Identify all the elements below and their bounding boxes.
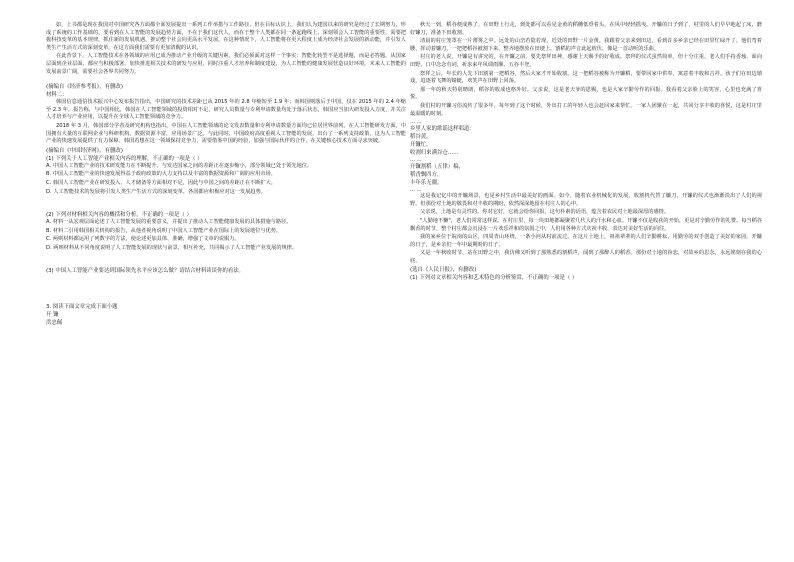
article-paragraph: 这是我记忆中的开镰场景，也是乡村生活中最美好的画面。如今，随着农业机械化的发展，收割机代替了镰刀，开镰的仪式也渐渐淡出了人们的视野。但那份对土地的敬畏和对丰收的期盼，依然深深地留在村庄人的心中。 [410, 193, 762, 207]
source-citation: (摘编自《中国经济网》，有删改) [46, 147, 123, 154]
poem-intro: 乡里人家的歌谣这样唱道： [410, 126, 475, 133]
source-citation: (选自《人民日报》，有删改) [410, 267, 477, 274]
article-paragraph: 村庄的老人说，开镰是有讲究的。在开镰之前，要先祭拜田神，感谢上天赐予的好收成。祭拜的仪式虽然简单，但十分庄重。老人们手持香烛，面向田野，口中念念有词，祈求来年风调雨顺、五谷丰登。 [410, 54, 762, 68]
question-option: B. 材料二引用韩国相关机构的报告，从他者视角说明了中国人工智能产业在国际上的发展地位与优势。 [46, 227, 282, 234]
poem-line: 收割归来满谷仓…… [410, 150, 459, 157]
article-paragraph: 父亲说，土地是有灵性的。你对它好，它就会给你回报。这句朴素的话语，蕴含着农民对土地最深厚的感情。 [420, 209, 670, 216]
question-stem: (2) 下列对材料相关内容的概括和分析，不正确的一项是（ ） [46, 212, 192, 219]
article-paragraph: 秋天一到，稻谷便成熟了。在田野上行走，到处都可以看见金黄的稻穗低垂着头，在风中轻轻摇曳。开镰的日子到了，村里的人们早早地起了床，磨好镰刀，准备下田收割。 [410, 22, 762, 36]
poem-line: 稻谷黄， [410, 134, 432, 141]
source-citation: (摘编自《经济参考报》，有删改) [46, 84, 123, 91]
section-heading: 3. 阅读下面文章完成下面小题 [46, 304, 118, 311]
question-option: A. 材料一从宏观层面论述了人工智能发展的重要意义，并提出了推动人工智能健康发展的具体措施与路径。 [46, 219, 292, 226]
ellipsis: …… [410, 119, 423, 126]
poem-line: 开镰忙， [410, 142, 432, 149]
article-paragraph: 我的家乡位于皖南的山区，四周青山环绕，一条小河从村前流过。在这片土地上，祖祖辈辈的人们辛勤耕耘，用勤劳的双手创造了美好的家园。开镰的日子，是乡亲们一年中最期盼的日子。 [410, 234, 762, 248]
right-column [410, 22, 762, 282]
question-stem: (3) 中国人工智能产业要达到国际领先水平应该怎么做？请结合材料谈谈你的看法。 [46, 268, 245, 275]
question-option: D. 两则材料从不同角度说明了人工智能发展的现状与前景，相互补充，共同揭示了人工智能产业发展的规律。 [46, 244, 298, 251]
question-option: A. 中国人工智能产业的技术研发能力在不断提升，与发达国家之间的差距正在逐步缩小，部分领域已处于领先地位。 [46, 162, 313, 169]
article-paragraph: 清晨的村庄笼罩在一片薄雾之中。远处的山峦若隐若现，近处的田野一片金黄。我跟着父亲来到田边，看到许多乡亲已经在田里忙碌开了。他们弯着腰，挥动着镰刀，一把把稻谷被割下来，整齐地摆放在田埂上。割稻的声音此起彼伏，像是一首动听的乐曲。 [410, 38, 762, 52]
poem-line: 稻香飘四方， [410, 172, 443, 179]
article-paragraph: 祭拜之后，年长的人先下田割第一把稻谷，然后大家才开始收割。这一把稻谷被称为开镰稻，要带回家中供奉，寓意着丰收和吉祥。孩子们在田边嬉戏，追逐着飞舞的蜻蜓，欢笑声在田野上回荡。 [410, 70, 762, 85]
question-stem: (1) 下列对文章相关内容和艺术特色的分析鉴赏，不正确的一项是（ ） [410, 275, 578, 282]
article-author: 洪忠佩 [46, 320, 63, 327]
question-stem: (1) 下列关于人工智能产业相关内容的理解，不正确的一项是（ ） [46, 155, 203, 162]
article-paragraph: "人勤地不懒"，老人们常常这样说。在村庄里，每一块田地都凝聚着几代人的汗水和心血。开镰不仅是收获的开始，更是对辛勤劳作的礼赞。每当稻谷飘香的时节，整个村庄都会沉浸在一片欢乐祥和的氛围之中，人们用各种方式庆祝丰收，表达对美好生活的向往。 [410, 217, 762, 232]
ellipsis: …… [410, 187, 423, 194]
passage-paragraph: 在此背景下，人工智能技术在各领域的应用已成为推动产业升级的关键因素。我们必须面对这样一个事实：智能化转型不是选择题，而是必答题。从国家层面到企业层面，都应当积极部署，加快推进相关技术的研发与应用，同时注重人才培养和制度建设，为人工智能的健康发展营造良好环境。未来人工智能的发展前景广阔，需要社会各界共同努力。 [46, 53, 406, 75]
question-option: C. 两则材料都运用了列数字的方法，使论述更加具体、准确，增强了文章的说服力。 [46, 236, 240, 243]
poem-line: 开镰割稻（五律）稿， [410, 164, 464, 171]
ellipsis: …… [410, 157, 423, 164]
article-paragraph: 我们村的开镰习俗流传了很多年。每年到了这个时候，外出打工的年轻人也会赶回家来帮忙。一家人团聚在一起，共同分享丰收的喜悦，这是村庄里最温暖的时刻。 [410, 102, 762, 117]
passage-paragraph: 如，上书都是现在我国对中国研究各方面都全面发展提出一系列工作举措与工作路径。但在目标认识上，我们认为建国以来的研究是经过了长期努力，形成了系统的工作基础的，要看到在人工智能的发展趋势方面，不在于我们这代人，而在于整个人类都在同一条起跑线上。深刻领会人工智能的重要性，需要把握科技变革的基本规律，抓住新的发展机遇，推动整个社会向更高水平发展。在这种情况下，人工智能将在更大程度上成为经济社会发展的新动能，并引发人类生产生活方式的深刻变革，在这方面我们需要有更加清醒的认识。 [46, 22, 406, 51]
material-paragraph: 2018 年 3 月，韩国部分学者及研究机构也指出，中国在人工智能领域的论文发表数量和专利申请数量方面均已位居世界前列。在人工智能研发方面，中国拥有大量的互联网企业与科研机构，数据资源丰富，应用场景广泛。与此同时，中国政府高度重视人工智能的发展，出台了一系列支持政策，这为人工智能产业的快速发展提供了有力保障。韩国若想在这一领域保持竞争力，需要借鉴中国的经验，加强与国际伙伴的合作，在关键核心技术方面寻求突破。 [46, 122, 406, 145]
left-column [46, 22, 406, 327]
article-paragraph: 又是一年秋收时节，站在田野之中，我仿佛又听到了那熟悉的割稻声，闻到了那醉人的稻香。那份对土地的眷恋，对故乡的思念，永远铭刻在我的心底。 [410, 250, 762, 264]
article-paragraph: 那一年的秋天特别晴朗，稻谷的收成也格外好。父亲说，这是老天爷的恩赐，也是大家辛勤劳作的回报。我看着父亲脸上的笑容，心里也充满了喜悦。 [410, 86, 762, 101]
article-title: 开 镰 [46, 312, 59, 319]
question-option: C. 韩国人工智能产业在研发投入、人才储备等方面相对不足，因此与中国之间的差距正在不断扩大。 [46, 179, 276, 186]
poem-line: 丰年乐无疆。 [410, 180, 443, 187]
material-label: 材料二： [46, 92, 68, 99]
question-option: B. 中国人工智能产业的快速发展得益于政府政策的大力支持以及丰富的数据资源和广阔的应用市场。 [46, 171, 276, 178]
question-option: D. 人工智能技术的发展将引发人类生产生活方式的深刻变革，各国都应积极应对这一发展趋势。 [46, 188, 266, 195]
material-paragraph: 韩国信息通信技术振兴中心发布报告指出，中国研究的技术差距已从 2015 年的 2.8 年缩短至 1.9 年；而韩国则落后于中国，仅在 2015 年的 2.4 年缩至 2.3 年。报告称，与中国相比，韩国在人工智能领域的投资相对不足，研究人员数量与专利申请数量均处于落后状态，韩国应当加大研发投入力度，并关注人才培养与产业应用，以提升在全球人工智能领域的竞争力。 [46, 99, 406, 121]
